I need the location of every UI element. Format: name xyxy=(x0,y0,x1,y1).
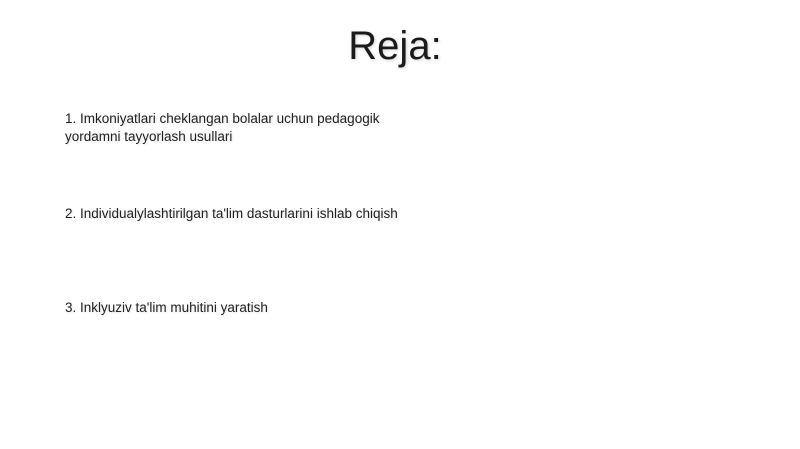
plan-item-1: 1. Imkoniyatlari cheklangan bolalar uchun pedagogik yordamni tayyorlash usullari xyxy=(65,111,380,144)
slide-title: Reja: xyxy=(348,24,442,68)
plan-item-3: 3. Inklyuziv ta'lim muhitini yaratish xyxy=(65,300,268,315)
plan-item-2: 2. Individualylashtirilgan ta'lim dasturlarini ishlab chiqish xyxy=(65,206,398,221)
